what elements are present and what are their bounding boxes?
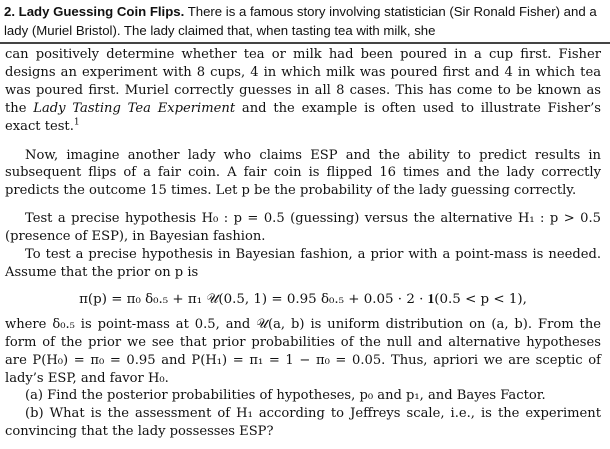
question-part-a: (a) Find the posterior probabilities of hypotheses, p₀ and p₁, and Bayes Factor. bbox=[25, 388, 546, 404]
prior-equation: π(p) = π₀ δ₀.₅ + π₁ 𝒰(0.5, 1) = 0.95 δ₀.₅ + 0.05 · 2 · 𝟏(0.5 < p < 1), bbox=[79, 291, 527, 307]
paragraph-prior-intro: To test a precise hypothesis in Bayesian fashion, a prior with a point-mass is needed. Assume that the prior on p is bbox=[5, 247, 601, 280]
problem-header bbox=[4, 2, 606, 40]
problem-label: 2. Lady Guessing Coin Flips. bbox=[4, 4, 185, 19]
page-divider bbox=[0, 42, 610, 44]
paragraph-tea-text-b: and the example is often used to illustrate Fisher’s exact test. bbox=[5, 100, 601, 134]
paragraph-hypothesis-test: Test a precise hypothesis H₀ : p = 0.5 (guessing) versus the alternative H₁ : p > 0.5 (presence of ESP), in Bayesian fashion. bbox=[5, 211, 601, 245]
question-part-b: (b) What is the assessment of H₁ according to Jeffreys scale, i.e., is the experiment convincing that the lady possesses ESP? bbox=[5, 406, 601, 440]
experiment-name: Lady Tasting Tea Experiment bbox=[33, 100, 236, 116]
paragraph-tea-text-a: can positively determine whether tea or milk had been poured in a cup first. Fisher designs an experiment with 8 cups, 4 in which milk was poured first and 4 in which tea was poured first. Muriel correctly guesses in all 8 cases. This has come to be known as the bbox=[5, 47, 601, 116]
paragraph-esp-claim: Now, imagine another lady who claims ESP and the ability to predict results in subsequent flips of a fair coin. A fair coin is flipped 16 times and the lady correctly predicts the outcome 15 times. Let p be the probability of the lady guessing correctly. bbox=[5, 147, 601, 199]
paragraph-tea-experiment bbox=[5, 46, 601, 136]
paragraph-prior-explanation: where δ₀.₅ is point-mass at 0.5, and 𝒰(a, b) is uniform distribution on (a, b). From the form of the prior we see that prior probabilities of the null and alternative hypotheses are P(H₀) = π₀ = 0.95 and P(H₁) = π₁ = 1 − π₀ = 0.05. Thus, apriori we are sceptic of lady’s ESP, and favor H₀. bbox=[5, 316, 601, 386]
problem-intro: There is a famous story involving statistician (Sir Ronald Fisher) and a lady (Muriel Bristol). The lady claimed that, when tasting tea with milk, she bbox=[4, 4, 597, 38]
problem-body bbox=[5, 46, 601, 441]
footnote-marker: 1 bbox=[73, 117, 80, 128]
